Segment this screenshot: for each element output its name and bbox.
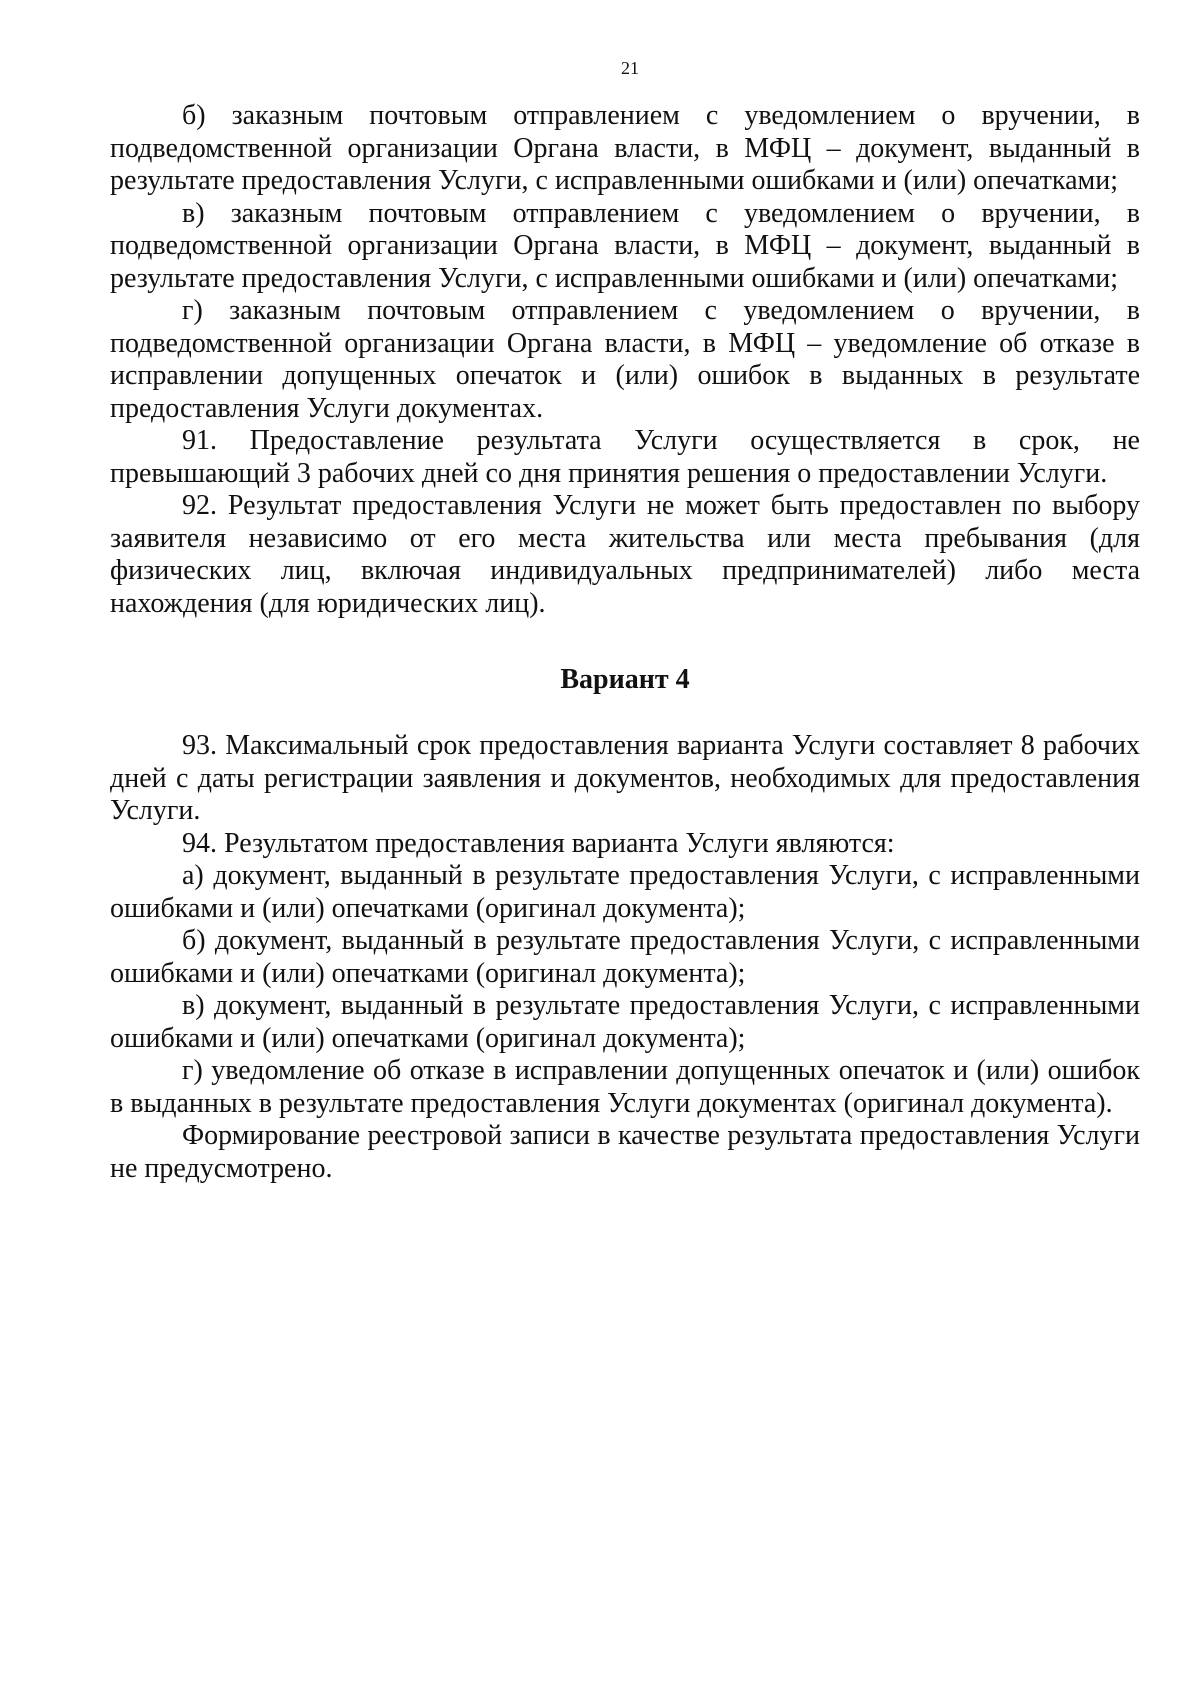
paragraph-92: 92. Результат предоставления Услуги не может быть предоставлен по выбору заявителя независимо от его места жительства или места пребывания (для физических лиц, включая индивидуальных предпринимателей) либо места нахождения (для юридических лиц). (110, 490, 1140, 619)
paragraph-94-g: г) уведомление об отказе в исправлении допущенных опечаток и (или) ошибок в выданных в результате предоставления Услуги документах (оригинал документа). (110, 1055, 1140, 1119)
paragraph-b-mail: б) заказным почтовым отправлением с уведомлением о вручении, в подведомственной организации Органа власти, в МФЦ – документ, выданный в результате предоставления Услуги, с исправленными ошибками и (или) опечатками; (110, 100, 1140, 196)
section-heading: Вариант 4 (560, 664, 690, 695)
paragraph-94-a: а) документ, выданный в результате предоставления Услуги, с исправленными ошибками и (или) опечатками (оригинал документа); (110, 860, 1140, 924)
paragraph-g-mail: г) заказным почтовым отправлением с уведомлением о вручении, в подведомственной организации Органа власти, в МФЦ – уведомление об отказе в исправлении допущенных опечаток и (или) ошибок в выданных в результате предоставления Услуги документах. (110, 295, 1140, 424)
paragraph-94-v: в) документ, выданный в результате предоставления Услуги, с исправленными ошибками и (или) опечатками (оригинал документа); (110, 990, 1140, 1054)
paragraph-91: 91. Предоставление результата Услуги осуществляется в срок, не превышающий 3 рабочих дней со дня принятия решения о предоставлении Услуги. (110, 425, 1140, 489)
document-page (110, 58, 1140, 1185)
paragraph-94: 94. Результатом предоставления варианта Услуги являются: (182, 827, 895, 859)
paragraph-v-mail: в) заказным почтовым отправлением с уведомлением о вручении, в подведомственной организации Органа власти, в МФЦ – документ, выданный в результате предоставления Услуги, с исправленными ошибками и (или) опечатками; (110, 197, 1140, 294)
paragraph-registry: Формирование реестровой записи в качестве результата предоставления Услуги не предусмотрено. (110, 1120, 1140, 1184)
paragraph-93: 93. Максимальный срок предоставления варианта Услуги составляет 8 рабочих дней с даты регистрации заявления и документов, необходимых для предоставления Услуги. (110, 730, 1140, 826)
paragraph-94-b: б) документ, выданный в результате предоставления Услуги, с исправленными ошибками и (или) опечатками (оригинал документа); (110, 925, 1140, 989)
page-number: 21 (621, 58, 639, 78)
